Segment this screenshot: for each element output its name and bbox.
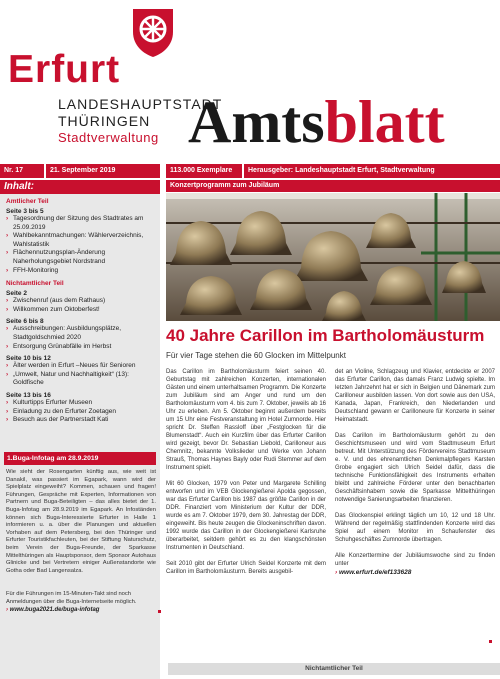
carillon-bells-photo: [166, 193, 500, 321]
title-part-a: Amts: [188, 89, 325, 155]
masthead-line3: Stadtverwaltung: [58, 130, 159, 145]
nonofficial-label: Nichtamtlicher Teil: [6, 280, 64, 288]
info-bar: [0, 164, 500, 178]
paragraph: Seit 2010 gibt der Erfurter Ulrich Seidel Konzerte mit dem Carillon im Bartholomäusturm. Bereits ausgebil-: [166, 561, 326, 575]
section-pages: Seite 10 bis 12: [6, 355, 51, 363]
publisher: Herausgeber: Landeshauptstadt Erfurt, Stadtverwaltung: [244, 164, 500, 178]
arrow-right-icon: ›: [6, 607, 8, 613]
article-link-text[interactable]: www.erfurt.de/ef133628: [338, 569, 412, 576]
section-pages: Seite 3 bis 5: [6, 208, 44, 215]
list-item[interactable]: › Ausschreibungen: Ausbildungsplätze, Stadtgoldschmied 2020: [6, 325, 156, 342]
erfurt-crest-logo: [132, 8, 174, 58]
buga-box-heading: 1.Buga-Infotag am 28.9.2019: [4, 452, 156, 465]
masthead-city: Erfurt: [8, 48, 121, 91]
section-list: [6, 325, 156, 351]
title-part-b: blatt: [324, 89, 445, 155]
list-item[interactable]: › Kulturtipps Erfurter Museen: [6, 399, 156, 408]
list-item[interactable]: › FFH-Monitoring: [6, 267, 156, 276]
list-item[interactable]: › „Umwelt, Natur und Nachhaltigkeit“ (13): Goldfische: [6, 371, 156, 388]
list-item[interactable]: › Willkommen zum Oktoberfest!: [6, 306, 156, 315]
section-list: [6, 399, 156, 425]
masthead-line2: THÜRINGEN: [58, 113, 151, 129]
list-item[interactable]: › Einladung zu den Erfurter Zoetagen: [6, 408, 156, 417]
paragraph: Das Glockenspiel erklingt täglich um 10, 12 und 18 Uhr. Während der regelmäßig stattfindenden Konzerte wird das Spiel auf einem Monitor im Schaufenster des Schuhgeschäftes Zumnorde übertragen.: [335, 513, 495, 543]
masthead-title: [188, 89, 445, 155]
section-pages: Seite 2: [6, 290, 27, 298]
list-item[interactable]: › Entsorgung Grünabfälle im Herbst: [6, 343, 156, 352]
paragraph: Alle Konzerttermine der Jubiläumswoche sind zu finden unter: [335, 553, 495, 567]
paragraph: Mit 60 Glocken, 1979 von Peter und Margarete Schilling entworfen und im VEB Glockengießerei Apolda gegossen, war das Erfurter Carillon bis 1987 das größte Carillon in der DDR. Finanziert vom Ministerium der Kultur der DDR, wurde es am 7. Oktober 1979, dem 30. Jahrestag der DDR, eingeweiht. Bis heute zeugen die Glockeninschriften davon. 1992 wurde das Carillon in der Glockengießerei Karlsruhe überarbeitet, seitdem gehört es zu den klangschönsten Instrumenten in Deutschland.: [166, 481, 326, 551]
paragraph: det an Violine, Schlagzeug und Klavier, entdeckte er 2007 das Erfurter Carillon, das damals Franz Ludwig spielte. Im letzten Jahrzehnt hat er sich in Belgien und Dänemark zum Carilloneur ausbilden lassen. Von dort sowie aus den USA, Kanada, Japan, Frankreich, den Niederlanden und Deutschland gewann er Carilloneure für Konzerte in seiner Heimatstadt.: [335, 369, 495, 423]
issue-number: Nr. 17: [0, 164, 44, 178]
buga-box-text: Wie sieht der Rosengarten künftig aus, wie weit ist Danakil, was passiert im Egapark, wann wird der Spielplatz eingeweiht? Kommen, schauen und fragen! Führungen, Gespräche mit Experten, Informationen von Partnern und Buga-Beteiligten – das alles bietet der 1. Buga-Infotag am 28.9.2019 im Egapark. An Infoständen können sich Buga-Interessierte Erfurter in Halle 1 informieren u. a. über die Planungen und aktuellen Vorhaben auf dem Petersberg, bei den Thüringer und Erfurter Touristikfachleuten, bei der Stiftung Naturschutz, beim Verein der Buga-Freunde, der Sparkasse Mittelthüringen als Hauptsponsor, dem Sponsor Autohaus Glinicke und bei Vertretern einiger Außenstandorte wie Gotha oder Bad Langensalza.: [6, 469, 156, 574]
article-headline: 40 Jahre Carillon im Bartholomäusturm: [166, 326, 485, 345]
section-pages: Seite 13 bis 16: [6, 391, 51, 399]
list-item[interactable]: › Älter werden in Erfurt –Neues für Senioren: [6, 362, 156, 371]
sidebar-contents: [6, 198, 156, 425]
section-list: [6, 362, 156, 388]
arrow-right-icon: ›: [335, 569, 338, 576]
list-item[interactable]: › Besuch aus der Partnerstadt Kati: [6, 416, 156, 425]
list-item[interactable]: › Wahlbekanntmachungen: Wählerverzeichnis, Wahlstatistik: [6, 232, 156, 249]
buga-link-text[interactable]: www.buga2021.de/buga-infotag: [9, 607, 100, 613]
sidebar-heading: Inhalt:: [0, 180, 160, 194]
list-item[interactable]: › Flächennutzungsplan-Änderung Naherholungsgebiet Nordstrand: [6, 249, 156, 266]
end-mark: [489, 640, 492, 643]
copies: 113.000 Exemplare: [166, 164, 242, 178]
list-item[interactable]: › Tagesordnung der Sitzung des Stadtrates am 25.09.2019: [6, 215, 156, 232]
paragraph: Das Carillon im Bartholomäusturm feiert seinen 40. Geburtstag mit zahlreichen Konzerten, internationalen Gästen und einem unterhaltsamen Programm. Die Konzerte zum Jubiläum sind am Anger und rund um den Bartholomäusturm vom 4. bis zum 7. Oktober, jeweils ab 16 Uhr zu erleben. Am 5. Oktober beginnt außerdem bereits um 15 Uhr eine Festveranstaltung im Hotel Zumnorde. Hier spricht Dr. Steffen Rassloff über „Festglocken für die Blumenstadt“. Auch ein Kurzfilm über das Erfurter Carillon wird gezeigt, bevor Dr. Sebastian Liebold, Carilloneur aus Chemnitz, bekannte Volkslieder und Werke von Johann Strauß, Thomas Haynes Bayly oder Rudi Stemmer auf dem Instrument spielt.: [166, 369, 326, 471]
end-mark: [158, 610, 161, 613]
topic-heading: Konzertprogramm zum Jubiläum: [166, 180, 500, 192]
footer-label: Nichtamtlicher Teil: [168, 663, 500, 675]
article-col1: [166, 368, 326, 576]
section-list: [6, 297, 156, 314]
article-link[interactable]: [335, 569, 495, 577]
article-col2: [335, 368, 495, 577]
official-label: Amtlicher Teil: [6, 198, 49, 205]
paragraph: Das Carillon im Bartholomäusturm gehört zu den Geschichtsmuseen und wird vom Stadtmuseum Erfurt betreut. Mit Unterstützung des Fördervereins Stadtmuseum e. V. und des ehrenamtlichen Denkmalpflegers Karsten Grobe engagiert sich Ulrich Seidel dafür, dass die technische Funktionsfähigkeit des Instruments erhalten bleibt und zahlreiche Förderer unter den benachbarten Geschäftsinhabern sowie die Sparkasse Mittelthüringen notwendige Sanierungsarbeiten finanzieren.: [335, 433, 495, 503]
section-list: [6, 215, 156, 275]
list-item[interactable]: › Zwischenruf (aus dem Rathaus): [6, 297, 156, 306]
issue-date: 21. September 2019: [46, 164, 160, 178]
section-pages: Seite 6 bis 8: [6, 318, 44, 326]
article-subline: Für vier Tage stehen die 60 Glocken im Mittelpunkt: [166, 351, 346, 360]
buga-box-text2: Für die Führungen im 15-Minuten-Takt sind noch Anmeldungen über die Buga-Internetseite möglich.: [6, 591, 137, 605]
buga-link[interactable]: [6, 607, 156, 613]
masthead-line1: LANDESHAUPTSTADT: [58, 96, 223, 112]
